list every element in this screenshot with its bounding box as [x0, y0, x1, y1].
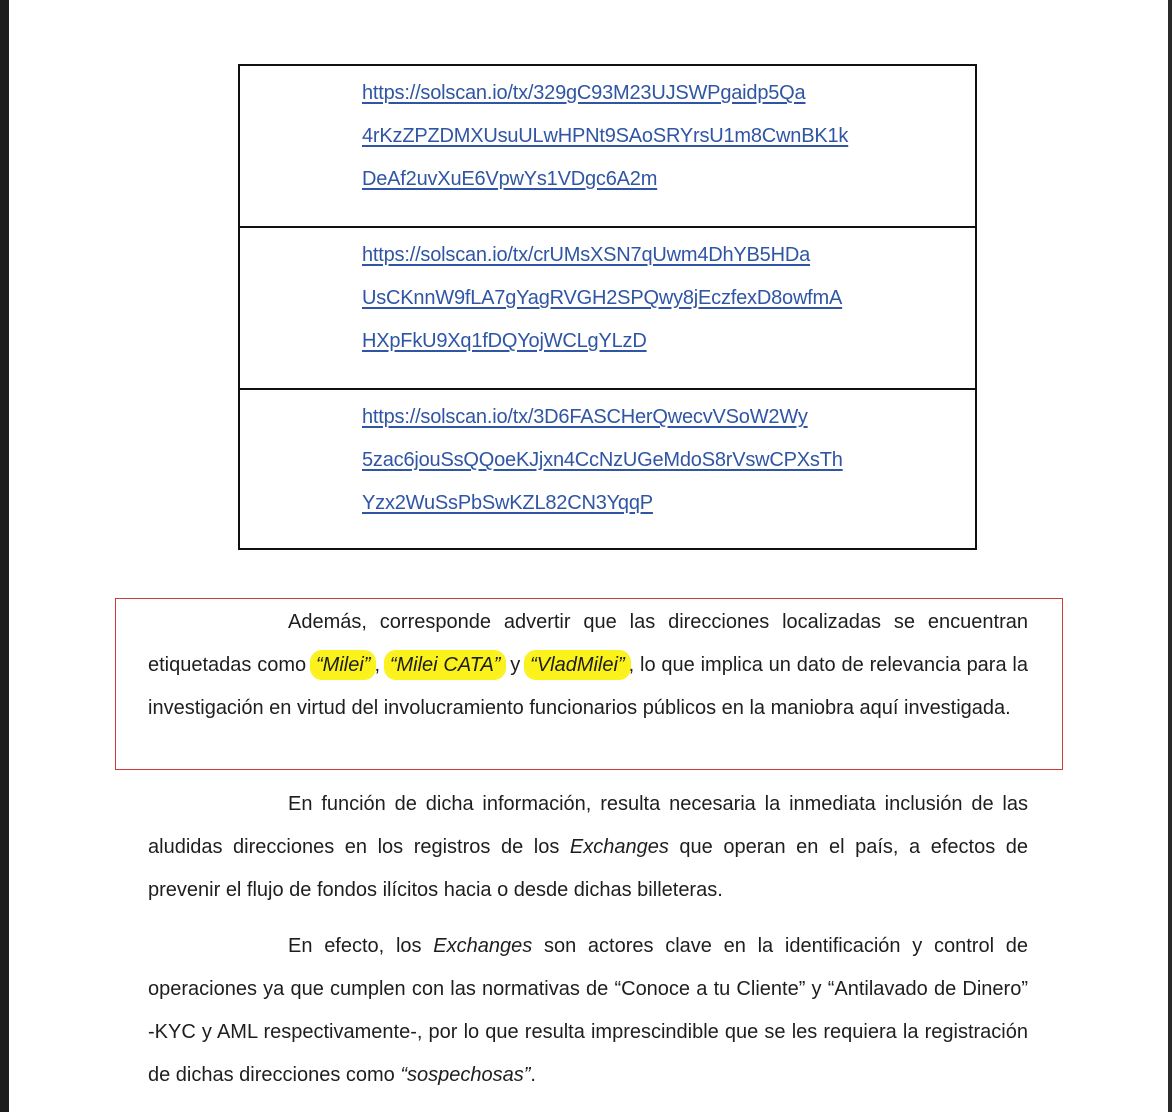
transaction-link-1-line-3[interactable]: DeAf2uvXuE6VpwYs1VDgc6A2m [362, 168, 658, 190]
right-page-edge [1168, 0, 1172, 1112]
transaction-link-2-line-3[interactable]: HXpFkU9Xq1fDQYojWCLgYLzD [362, 330, 647, 352]
paragraph-exchanges-role [148, 925, 1028, 1097]
link-cell-3 [240, 390, 975, 548]
p2-text-a: En función de dicha información, resulta necesaria la inmediata inclusión de las aludidas direcciones en los registros de los [148, 793, 1028, 858]
p1-text-c: y [504, 654, 527, 676]
transaction-link-1-line-1[interactable]: https://solscan.io/tx/329gC93M23UJSWPgaidp5Qa [362, 82, 806, 104]
p1-text-b: , [374, 654, 386, 676]
p3-exchanges: Exchanges [433, 935, 533, 957]
p3-text-b: son actores clave en la identificación y control de operaciones ya que cumplen con las normativas de “Conoce a tu Cliente” y “Antilavado de Dinero” -KYC y AML respectivamente-, por lo que resulta imprescindible que se les requiera la registración de dichas direcciones como [148, 935, 1028, 1086]
label-vladmilei: “VladMilei” [526, 652, 628, 678]
paragraph-exchanges-inclusion [148, 783, 1028, 912]
paragraph-tagged-addresses [148, 601, 1028, 730]
transaction-link-3-line-1[interactable]: https://solscan.io/tx/3D6FASCHerQwecvVSoW2Wy [362, 406, 808, 428]
transaction-link-2-line-2[interactable]: UsCKnnW9fLA7gYagRVGH2SPQwy8jEczfexD8owfmA [362, 287, 843, 309]
link-cell-1 [240, 66, 975, 228]
link-cell-2 [240, 228, 975, 390]
transaction-links-table [238, 64, 977, 550]
transaction-link-3-line-3[interactable]: Yzx2WuSsPbSwKZL82CN3YqqP [362, 492, 653, 514]
transaction-link-2-line-1[interactable]: https://solscan.io/tx/crUMsXSN7qUwm4DhYB5HDa [362, 244, 811, 266]
p3-text-a: En efecto, los [288, 935, 434, 957]
label-milei: “Milei” [312, 652, 374, 678]
transaction-link-3-line-2[interactable]: 5zac6jouSsQQoeKJjxn4CcNzUGeMdoS8rVswCPXsTh [362, 449, 843, 471]
p2-exchanges: Exchanges [569, 836, 669, 858]
p1-text-d: , lo que implica un dato de relevancia para la investigación en virtud del involucramiento funcionarios públicos en la maniobra aquí investigada. [148, 654, 1028, 719]
transaction-link-1-line-2[interactable]: 4rKzZPZDMXUsuULwHPNt9SAoSRYrsU1m8CwnBK1k [362, 125, 849, 147]
p1-text-a: Además, corresponde advertir que las direcciones localizadas se encuentran etiquetadas como [148, 611, 1028, 676]
p3-sospechosas: “sospechosas” [400, 1064, 531, 1086]
left-page-edge [0, 0, 9, 1112]
label-milei-cata: “Milei CATA” [386, 652, 505, 678]
p2-text-b: que operan en el país, a efectos de prevenir el flujo de fondos ilícitos hacia o desde dichas billeteras. [148, 836, 1028, 901]
p3-text-c: . [530, 1064, 536, 1086]
